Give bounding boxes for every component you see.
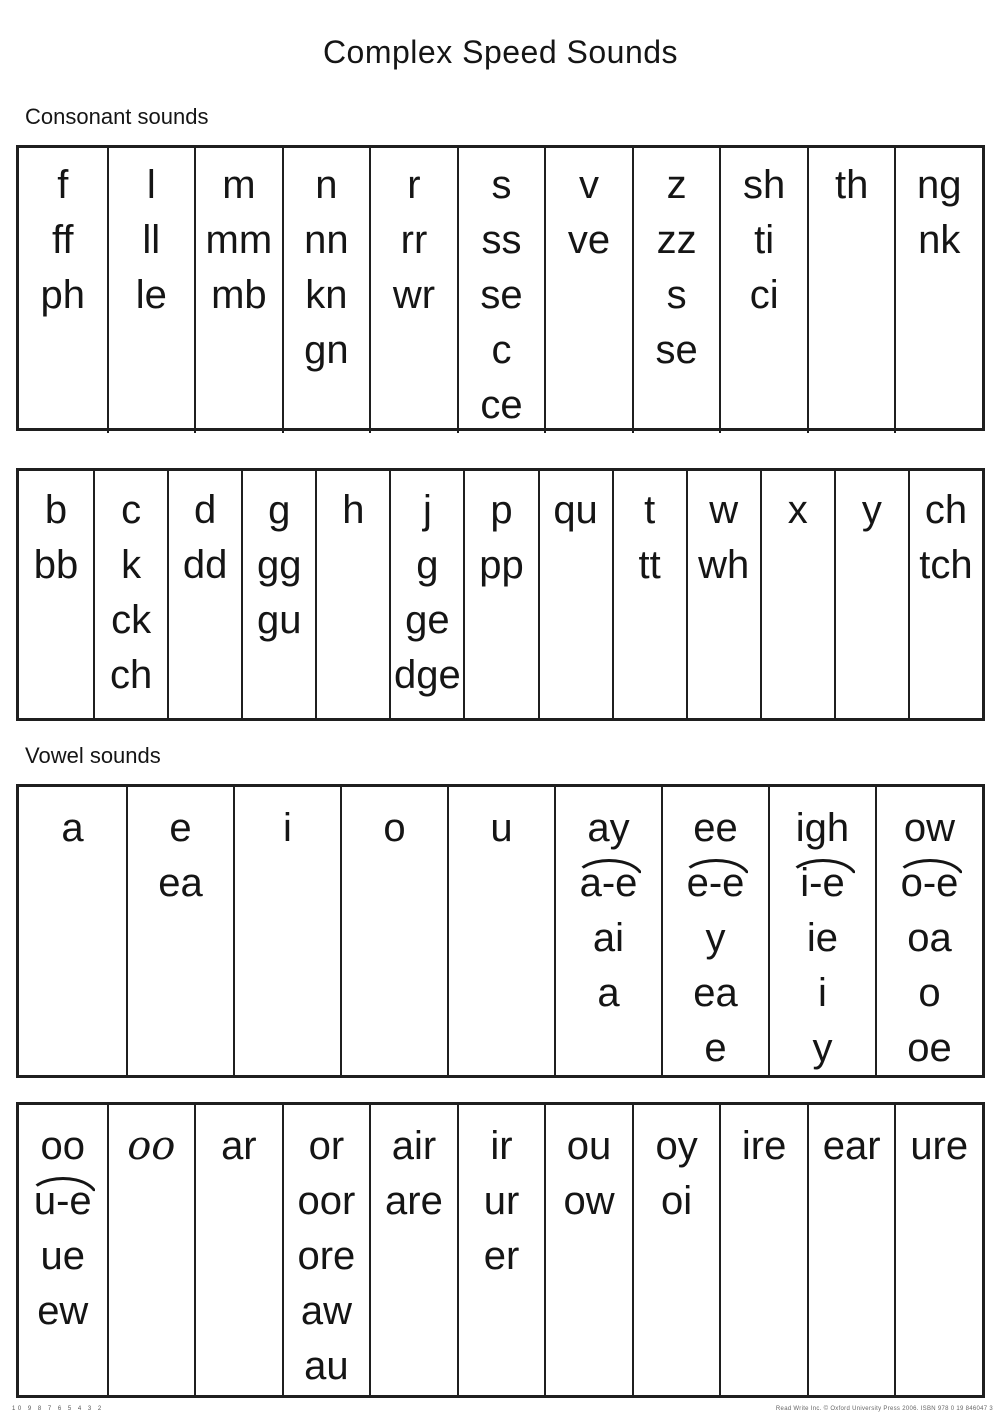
sound-text: ph bbox=[40, 273, 86, 317]
sound-column bbox=[447, 787, 554, 1076]
sound-cell bbox=[284, 1229, 370, 1284]
sound-cell bbox=[371, 1174, 457, 1229]
sound-cell bbox=[896, 1119, 982, 1174]
sound-cell bbox=[877, 1021, 982, 1076]
sound-column bbox=[19, 787, 126, 1076]
sound-text: r bbox=[407, 163, 421, 207]
sound-cell bbox=[128, 856, 233, 911]
sound-cell bbox=[284, 158, 370, 213]
sound-text: z bbox=[666, 163, 687, 207]
sound-cell bbox=[663, 966, 768, 1021]
sound-cell bbox=[459, 158, 545, 213]
sound-cell bbox=[721, 158, 807, 213]
sound-text: zz bbox=[656, 218, 697, 262]
sound-text: mm bbox=[205, 218, 273, 262]
sound-text: b bbox=[44, 488, 68, 532]
sound-cell bbox=[95, 593, 167, 648]
sound-cell bbox=[877, 911, 982, 966]
sound-text: s bbox=[666, 273, 687, 317]
sound-text: c bbox=[491, 328, 512, 372]
sound-cell bbox=[896, 213, 982, 268]
vowel-table-2 bbox=[16, 1102, 985, 1398]
sound-text: e-e bbox=[686, 861, 745, 905]
sound-column bbox=[612, 471, 686, 718]
sound-cell bbox=[128, 801, 233, 856]
sound-text: oo bbox=[127, 1123, 176, 1169]
sound-text: d bbox=[194, 488, 217, 532]
sound-text: ge bbox=[405, 598, 450, 642]
sound-cell bbox=[109, 1119, 195, 1174]
sound-cell bbox=[19, 158, 107, 213]
sound-text: u bbox=[490, 806, 513, 850]
sound-cell bbox=[284, 268, 370, 323]
sound-cell bbox=[877, 856, 982, 911]
sound-cell bbox=[546, 1174, 632, 1229]
sound-cell bbox=[284, 1284, 370, 1339]
sound-cell bbox=[19, 213, 107, 268]
sound-text: ve bbox=[567, 218, 611, 262]
sound-text: aw bbox=[300, 1289, 352, 1333]
sound-cell bbox=[770, 856, 875, 911]
sound-text: m bbox=[222, 163, 256, 207]
sound-cell bbox=[663, 856, 768, 911]
sound-cell bbox=[284, 1339, 370, 1394]
sound-cell bbox=[459, 268, 545, 323]
sound-column bbox=[194, 148, 282, 433]
sound-column bbox=[760, 471, 834, 718]
sound-column bbox=[544, 1105, 632, 1395]
sound-text: o-e bbox=[900, 861, 959, 905]
sound-text: y bbox=[812, 1026, 833, 1070]
sound-cell bbox=[284, 1174, 370, 1229]
sound-text: ore bbox=[297, 1234, 356, 1278]
sound-cell bbox=[243, 538, 315, 593]
sound-cell bbox=[663, 801, 768, 856]
sound-cell bbox=[95, 648, 167, 703]
sound-cell bbox=[910, 538, 982, 593]
vowel-table-1 bbox=[16, 784, 985, 1078]
sound-text: are bbox=[385, 1179, 443, 1223]
sound-text: sh bbox=[743, 163, 786, 207]
sound-column bbox=[875, 787, 982, 1076]
sound-cell bbox=[896, 158, 982, 213]
sound-cell bbox=[634, 213, 720, 268]
sound-cell bbox=[614, 538, 686, 593]
sound-text: air bbox=[391, 1124, 437, 1168]
sound-column bbox=[894, 1105, 982, 1395]
sound-column bbox=[282, 148, 370, 433]
sound-column bbox=[457, 148, 545, 433]
sound-cell bbox=[459, 1119, 545, 1174]
sound-cell bbox=[546, 158, 632, 213]
sound-cell bbox=[556, 856, 661, 911]
sound-column bbox=[807, 148, 895, 433]
sound-cell bbox=[284, 323, 370, 378]
sound-cell bbox=[877, 801, 982, 856]
sound-text: k bbox=[121, 543, 142, 587]
sound-text: x bbox=[787, 488, 808, 532]
sound-text: ie bbox=[806, 916, 839, 960]
sound-text: rr bbox=[400, 218, 428, 262]
sound-cell bbox=[634, 158, 720, 213]
sound-cell bbox=[196, 213, 282, 268]
sound-text: ow bbox=[563, 1179, 615, 1223]
sound-cell bbox=[634, 1174, 720, 1229]
sound-column bbox=[107, 148, 195, 433]
sound-text: ire bbox=[741, 1124, 787, 1168]
sound-cell bbox=[770, 966, 875, 1021]
sound-cell bbox=[459, 1174, 545, 1229]
sound-column bbox=[233, 787, 340, 1076]
sound-text: ai bbox=[592, 916, 625, 960]
sound-text: a bbox=[61, 806, 84, 850]
sound-text: ll bbox=[142, 218, 161, 262]
consonant-sounds-section bbox=[0, 104, 1001, 721]
consonant-table-1 bbox=[16, 145, 985, 431]
sound-text: ear bbox=[822, 1124, 881, 1168]
sound-cell bbox=[19, 1174, 107, 1229]
sound-text: o bbox=[383, 806, 406, 850]
sound-text: ou bbox=[566, 1124, 612, 1168]
sound-cell bbox=[634, 268, 720, 323]
sound-cell bbox=[459, 378, 545, 433]
sound-text: p bbox=[490, 488, 513, 532]
sound-column bbox=[369, 1105, 457, 1395]
sound-column bbox=[661, 787, 768, 1076]
imprint-text: Read Write Inc. © Oxford University Press 2006. ISBN 978 0 19 846047 3 bbox=[775, 1406, 993, 1412]
sound-cell bbox=[634, 1119, 720, 1174]
sound-text: ff bbox=[52, 218, 74, 262]
sound-cell bbox=[614, 483, 686, 538]
sound-cell bbox=[459, 1229, 545, 1284]
sound-column bbox=[719, 1105, 807, 1395]
sound-cell bbox=[556, 966, 661, 1021]
sound-text: a-e bbox=[579, 861, 638, 905]
sound-text: ee bbox=[693, 806, 738, 850]
sound-text: i bbox=[283, 806, 292, 850]
sound-column bbox=[544, 148, 632, 433]
sound-text: igh bbox=[795, 806, 850, 850]
sound-text: gu bbox=[257, 598, 302, 642]
sound-text: ow bbox=[903, 806, 956, 850]
sound-cell bbox=[371, 213, 457, 268]
consonant-sounds-label: Consonant sounds bbox=[25, 104, 209, 129]
sound-cell bbox=[169, 538, 241, 593]
sound-cell bbox=[95, 483, 167, 538]
sound-column bbox=[93, 471, 167, 718]
sound-text: i-e bbox=[800, 861, 845, 905]
sound-text: pp bbox=[479, 543, 524, 587]
sound-cell bbox=[19, 1119, 107, 1174]
sound-text: w bbox=[709, 488, 739, 532]
sound-text: ir bbox=[490, 1124, 513, 1168]
sound-text: t bbox=[644, 488, 656, 532]
sound-text: oi bbox=[661, 1179, 693, 1223]
sound-cell bbox=[391, 483, 463, 538]
sound-text: l bbox=[146, 163, 156, 207]
sound-cell bbox=[19, 1284, 107, 1339]
sound-text: wr bbox=[392, 273, 436, 317]
sound-cell bbox=[809, 158, 895, 213]
sound-cell bbox=[910, 483, 982, 538]
sound-column bbox=[807, 1105, 895, 1395]
consonant-table-2 bbox=[16, 468, 985, 721]
sound-text: oor bbox=[297, 1179, 356, 1223]
sound-cell bbox=[19, 483, 93, 538]
sound-text: wh bbox=[698, 543, 750, 587]
sound-column bbox=[719, 148, 807, 433]
sound-text: ng bbox=[916, 163, 962, 207]
vowel-sounds-label: Vowel sounds bbox=[25, 743, 161, 768]
sound-column bbox=[768, 787, 875, 1076]
sound-text: ea bbox=[693, 971, 738, 1015]
sound-text: ure bbox=[910, 1124, 969, 1168]
sound-text: nk bbox=[918, 218, 961, 262]
arc-mark bbox=[788, 859, 858, 879]
sound-cell bbox=[317, 483, 389, 538]
sound-cell bbox=[243, 593, 315, 648]
sound-column bbox=[686, 471, 760, 718]
sound-text: dd bbox=[182, 543, 228, 587]
sound-text: ce bbox=[480, 383, 523, 427]
sound-cell bbox=[95, 538, 167, 593]
sound-text: dge bbox=[394, 653, 461, 697]
sound-text: f bbox=[57, 163, 69, 207]
sound-cell bbox=[19, 538, 93, 593]
sound-text: e bbox=[704, 1026, 727, 1070]
sound-cell bbox=[540, 483, 612, 538]
sound-cell bbox=[284, 213, 370, 268]
sound-cell bbox=[243, 483, 315, 538]
sound-cell bbox=[371, 268, 457, 323]
printer-key: 10 9 8 7 6 5 4 3 2 bbox=[12, 1406, 104, 1412]
sound-column bbox=[632, 148, 720, 433]
vowel-sounds-section bbox=[0, 743, 1001, 1398]
sound-column bbox=[389, 471, 463, 718]
sound-text: c bbox=[121, 488, 142, 532]
sound-cell bbox=[19, 1229, 107, 1284]
sound-cell bbox=[465, 483, 537, 538]
sound-text: ck bbox=[111, 598, 152, 642]
sound-cell bbox=[762, 483, 834, 538]
sound-cell bbox=[877, 966, 982, 1021]
sound-text: qu bbox=[553, 488, 598, 532]
sound-text: ay bbox=[587, 806, 630, 850]
sound-text: se bbox=[480, 273, 523, 317]
sound-text: oe bbox=[907, 1026, 952, 1070]
sound-column bbox=[241, 471, 315, 718]
sound-cell bbox=[391, 538, 463, 593]
sound-text: bb bbox=[33, 543, 79, 587]
sound-column bbox=[19, 1105, 107, 1395]
sound-text: le bbox=[135, 273, 167, 317]
sound-text: ue bbox=[40, 1234, 86, 1278]
sound-cell bbox=[459, 323, 545, 378]
sound-text: kn bbox=[305, 273, 348, 317]
sound-text: s bbox=[491, 163, 512, 207]
sound-cell bbox=[342, 801, 447, 856]
sound-cell bbox=[721, 213, 807, 268]
sound-cell bbox=[770, 1021, 875, 1076]
sound-cell bbox=[809, 1119, 895, 1174]
sound-text: au bbox=[304, 1344, 349, 1388]
sound-cell bbox=[235, 801, 340, 856]
sound-text: er bbox=[483, 1234, 520, 1278]
sound-text: g bbox=[268, 488, 291, 532]
sound-text: gg bbox=[257, 543, 302, 587]
sound-cell bbox=[556, 911, 661, 966]
sound-cell bbox=[556, 801, 661, 856]
sound-cell bbox=[449, 801, 554, 856]
sound-column bbox=[19, 471, 93, 718]
sound-cell bbox=[109, 268, 195, 323]
sound-text: y bbox=[705, 916, 726, 960]
sound-cell bbox=[196, 1119, 282, 1174]
sound-text: ew bbox=[37, 1289, 89, 1333]
sound-text: v bbox=[579, 163, 600, 207]
sound-text: ar bbox=[221, 1124, 257, 1168]
sound-text: ea bbox=[158, 861, 203, 905]
sound-column bbox=[107, 1105, 195, 1395]
sound-text: h bbox=[342, 488, 365, 532]
sound-text: oy bbox=[655, 1124, 698, 1168]
sound-cell bbox=[688, 483, 760, 538]
sound-text: or bbox=[308, 1124, 345, 1168]
sound-cell bbox=[391, 648, 463, 703]
sound-text: g bbox=[416, 543, 439, 587]
sound-text: ch bbox=[924, 488, 968, 532]
sound-cell bbox=[546, 213, 632, 268]
sound-text: o bbox=[918, 971, 941, 1015]
sound-cell bbox=[196, 268, 282, 323]
sound-text: ur bbox=[483, 1179, 520, 1223]
sound-column bbox=[554, 787, 661, 1076]
sound-cell bbox=[459, 213, 545, 268]
sound-column bbox=[282, 1105, 370, 1395]
sound-column bbox=[834, 471, 908, 718]
sound-cell bbox=[770, 911, 875, 966]
sound-text: n bbox=[315, 163, 338, 207]
sound-cell bbox=[634, 323, 720, 378]
sound-text: se bbox=[655, 328, 698, 372]
sound-column bbox=[194, 1105, 282, 1395]
sound-text: ss bbox=[481, 218, 522, 262]
sound-text: ci bbox=[749, 273, 779, 317]
sound-text: e bbox=[169, 806, 192, 850]
sound-column bbox=[894, 148, 982, 433]
sound-cell bbox=[371, 158, 457, 213]
sound-column bbox=[167, 471, 241, 718]
sound-text: ti bbox=[754, 218, 775, 262]
sound-cell bbox=[546, 1119, 632, 1174]
sound-column bbox=[463, 471, 537, 718]
sound-text: mb bbox=[211, 273, 267, 317]
sound-column bbox=[19, 148, 107, 433]
sound-cell bbox=[688, 538, 760, 593]
sound-cell bbox=[109, 213, 195, 268]
sound-cell bbox=[663, 1021, 768, 1076]
sound-text: a bbox=[597, 971, 620, 1015]
sound-text: nn bbox=[304, 218, 349, 262]
sound-text: tt bbox=[638, 543, 661, 587]
sound-column bbox=[632, 1105, 720, 1395]
sound-column bbox=[538, 471, 612, 718]
sound-column bbox=[369, 148, 457, 433]
sound-cell bbox=[663, 911, 768, 966]
sound-text: gn bbox=[304, 328, 349, 372]
sound-cell bbox=[371, 1119, 457, 1174]
sound-column bbox=[340, 787, 447, 1076]
sound-cell bbox=[721, 1119, 807, 1174]
sound-text: oa bbox=[907, 916, 952, 960]
sound-column bbox=[457, 1105, 545, 1395]
sound-cell bbox=[19, 801, 126, 856]
sound-cell bbox=[284, 1119, 370, 1174]
sound-text: y bbox=[861, 488, 882, 532]
sound-cell bbox=[169, 483, 241, 538]
page-title: Complex Speed Sounds bbox=[322, 34, 679, 70]
sound-cell bbox=[770, 801, 875, 856]
sound-text: oo bbox=[40, 1124, 86, 1168]
sound-text: j bbox=[422, 488, 432, 532]
sound-cell bbox=[391, 593, 463, 648]
sound-text: th bbox=[835, 163, 869, 207]
sound-text: tch bbox=[919, 543, 973, 587]
sound-text: u-e bbox=[33, 1179, 92, 1223]
sound-text: i bbox=[818, 971, 827, 1015]
sound-cell bbox=[109, 158, 195, 213]
sound-column bbox=[908, 471, 982, 718]
sound-cell bbox=[465, 538, 537, 593]
sound-cell bbox=[19, 268, 107, 323]
sound-cell bbox=[836, 483, 908, 538]
sound-column bbox=[315, 471, 389, 718]
sound-column bbox=[126, 787, 233, 1076]
sound-cell bbox=[196, 158, 282, 213]
sound-cell bbox=[721, 268, 807, 323]
page-footer bbox=[0, 1406, 1001, 1414]
sound-text: ch bbox=[109, 653, 153, 697]
